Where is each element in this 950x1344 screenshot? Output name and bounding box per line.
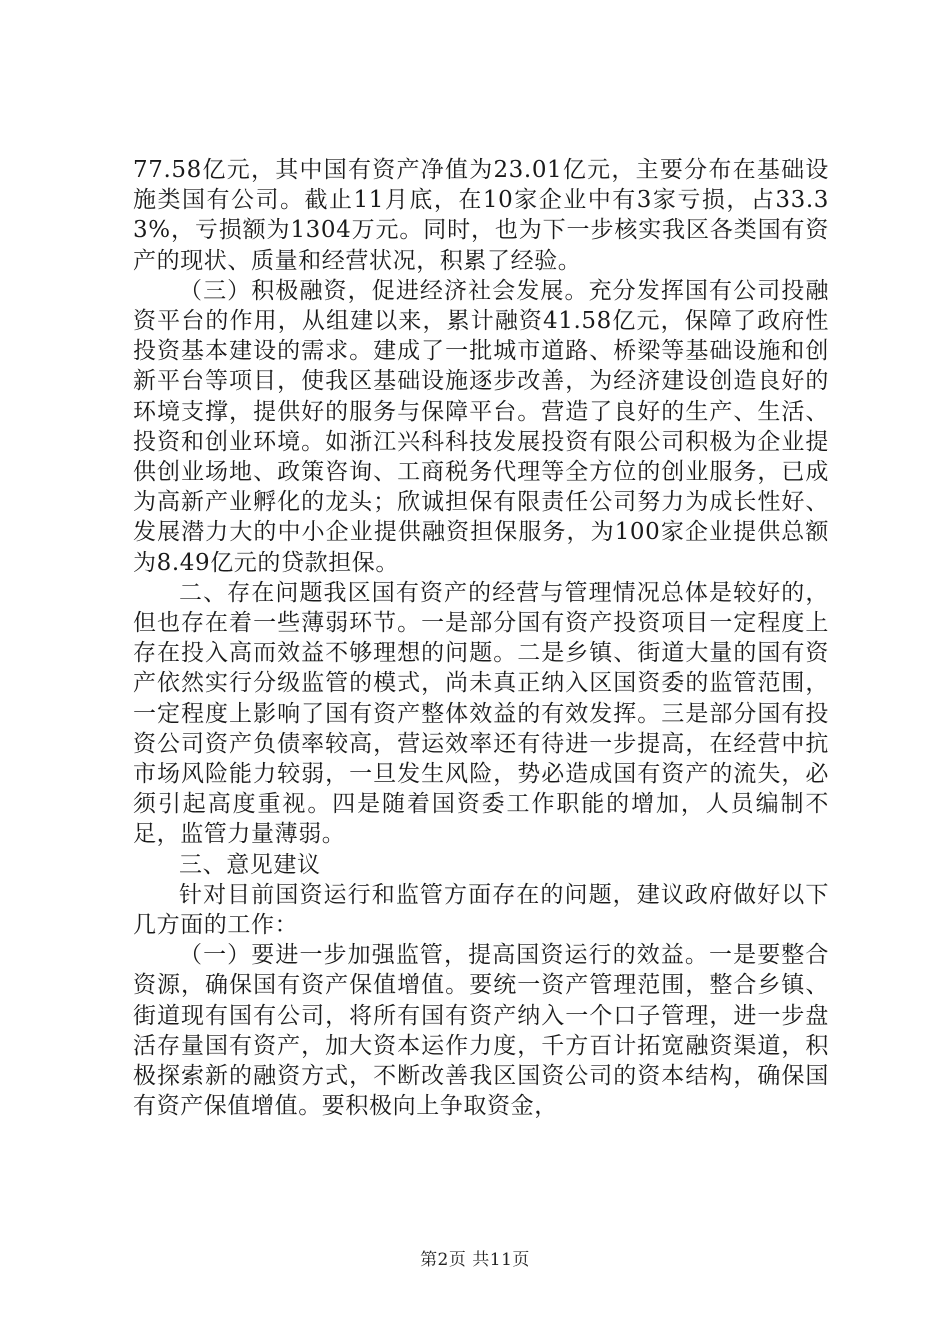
paragraph-suggestions-intro: 针对目前国资运行和监管方面存在的问题，建议政府做好以下几方面的工作：: [133, 881, 829, 939]
paragraph-continuation: 77.58亿元，其中国有资产净值为23.01亿元，主要分布在基础设施类国有公司。截止11月底，在10家企业中有3家亏损，占33.33%，亏损额为1304万元。同时，也为下一步核实我区各类国有资产的现状、质量和经营状况，积累了经验。: [133, 157, 829, 274]
page-number-footer: 第2页 共11页: [420, 1250, 530, 1270]
paragraph-supervision: （一）要进一步加强监管，提高国资运行的效益。一是要整合资源，确保国有资产保值增值。要统一资产管理范围，整合乡镇、街道现有国有公司，将所有国有资产纳入一个口子管理，进一步盘活存量国有资产，加大资本运作力度，千方百计拓宽融资渠道，积极探索新的融资方式，不断改善我区国资公司的资本结构，确保国有资产保值增值。要积极向上争取资金，: [133, 942, 829, 1120]
section-heading-suggestions: 三、意见建议: [179, 851, 321, 878]
paragraph-financing: （三）积极融资，促进经济社会发展。充分发挥国有公司投融资平台的作用，从组建以来，累计融资41.58亿元，保障了政府性投资基本建设的需求。建成了一批城市道路、桥梁等基础设施和创新平台等项目，使我区基础设施逐步改善，为经济建设创造良好的环境支撑，提供好的服务与保障平台。营造了良好的生产、生活、投资和创业环境。如浙江兴科科技发展投资有限公司积极为企业提供创业场地、政策咨询、工商税务代理等全方位的创业服务，已成为高新产业孵化的龙头；欣诚担保有限责任公司努力为成长性好、发展潜力大的中小企业提供融资担保服务，为100家企业提供总额为8.49亿元的贷款担保。: [133, 277, 829, 576]
paragraph-problems: 二、存在问题我区国有资产的经营与管理情况总体是较好的，但也存在着一些薄弱环节。一是部分国有资产投资项目一定程度上存在投入高而效益不够理想的问题。二是乡镇、街道大量的国有资产依然实行分级监管的模式，尚未真正纳入区国资委的监管范围，一定程度上影响了国有资产整体效益的有效发挥。三是部分国有投资公司资产负债率较高，营运效率还有待进一步提高，在经营中抗市场风险能力较弱，一旦发生风险，势必造成国有资产的流失，必须引起高度重视。四是随着国资委工作职能的增加，人员编制不足，监管力量薄弱。: [133, 579, 829, 848]
document-body: [133, 155, 829, 1122]
